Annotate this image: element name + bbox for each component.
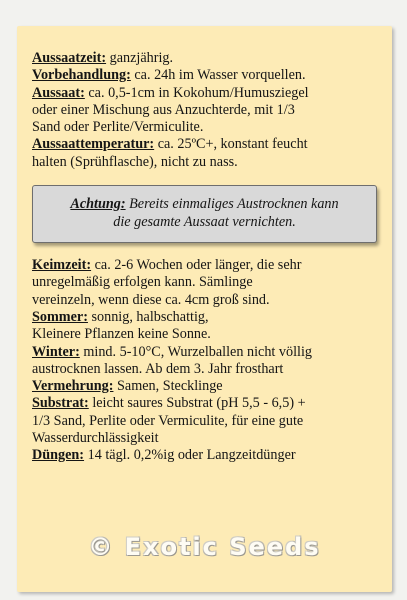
section-vorbehandlung: [32, 67, 382, 84]
label-achtung: Achtung:: [70, 196, 126, 213]
care-instructions: [32, 50, 382, 465]
section-aussaat: [32, 85, 382, 137]
section-vermehrung: [32, 378, 382, 395]
text-aussaat-3: Sand oder Perlite/Vermiculite.: [32, 119, 204, 136]
section-sommer: [32, 309, 382, 344]
section-aussaatzeit: [32, 50, 382, 67]
text-substrat-2: 1/3 Sand, Perlite oder Vermiculite, für eine gute: [32, 412, 304, 429]
text-keimzeit-2: unregelmäßig erfolgen kann. Sämlinge: [32, 274, 253, 291]
text-sommer-1: sonnig, halbschattig,: [87, 308, 209, 325]
section-substrat: [32, 395, 382, 447]
text-keimzeit-3: vereinzeln, wenn diese ca. 4cm groß sind.: [32, 291, 270, 308]
text-aussaatzeit: ganzjährig.: [106, 50, 174, 66]
text-aussaat-1: ca. 0,5-1cm in Kokohum/Humusziegel: [84, 84, 309, 101]
text-duengen: 14 tägl. 0,2%ig oder Langzeitdünger: [84, 447, 296, 464]
text-substrat-3: Wasserdurchlässigkeit: [32, 430, 159, 447]
label-aussaat: Aussaat:: [32, 84, 85, 101]
label-aussaattemperatur: Aussaattemperatur:: [32, 136, 155, 153]
label-vermehrung: Vermehrung:: [32, 378, 114, 395]
text-achtung-1: Bereits einmaliges Austrocknen kann: [125, 196, 339, 213]
text-winter-2: austrocknen lassen. Ab dem 3. Jahr frosthart: [32, 360, 284, 377]
text-sommer-2: Kleinere Pflanzen keine Sonne.: [32, 326, 211, 343]
label-duengen: Düngen:: [32, 447, 85, 464]
section-keimzeit: [32, 257, 382, 309]
text-vorbehandlung: ca. 24h im Wasser vorquellen.: [130, 67, 306, 84]
text-aussaattemperatur-2: halten (Sprühflasche), nicht zu nass.: [32, 153, 238, 170]
label-sommer: Sommer:: [32, 308, 88, 325]
label-substrat: Substrat:: [32, 395, 89, 412]
text-aussaattemperatur-1: ca. 25ºC+, konstant feucht: [154, 136, 308, 153]
text-achtung-2: die gesamte Aussaat vernichten.: [113, 214, 296, 231]
label-keimzeit: Keimzeit:: [32, 257, 92, 274]
label-vorbehandlung: Vorbehandlung:: [32, 67, 131, 84]
seed-info-card: [17, 26, 392, 592]
section-aussaattemperatur: [32, 136, 382, 171]
label-winter: Winter:: [32, 343, 80, 360]
section-duengen: [32, 447, 382, 464]
text-winter-1: mind. 5-10°C, Wurzelballen nicht völlig: [79, 343, 313, 360]
text-vermehrung: Samen, Stecklinge: [113, 378, 223, 395]
copyright-watermark: © Exotic Seeds: [88, 533, 321, 561]
section-winter: [32, 344, 382, 379]
text-keimzeit-1: ca. 2-6 Wochen oder länger, die sehr: [91, 257, 302, 274]
warning-box: [32, 185, 377, 243]
text-aussaat-2: oder einer Mischung aus Anzuchterde, mit 1/3: [32, 101, 295, 118]
text-substrat-1: leicht saures Substrat (pH 5,5 - 6,5) +: [88, 395, 306, 412]
label-aussaatzeit: Aussaatzeit:: [32, 50, 107, 66]
